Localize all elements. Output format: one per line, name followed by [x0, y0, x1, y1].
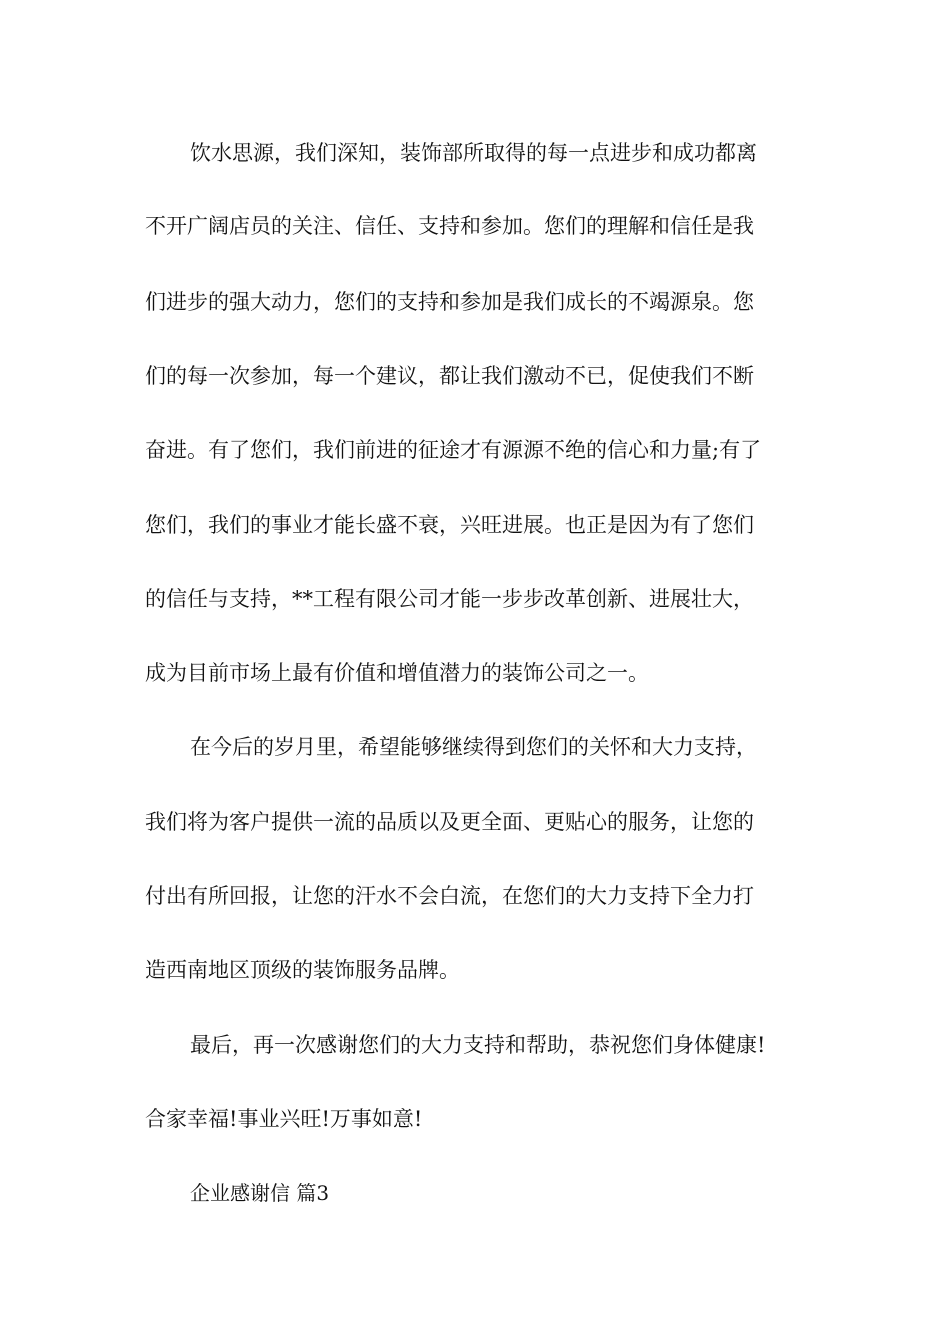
paragraph-2-line-3: 付出有所回报，让您的汗水不会白流，在您们的大力支持下全力打 [145, 884, 754, 908]
paragraph-1-line-7: 的信任与支持，**工程有限公司才能一步步改革创新、进展壮大， [145, 587, 754, 611]
paragraph-3-line-1: 最后，再一次感谢您们的大力支持和帮助，恭祝您们身体健康! [190, 1033, 766, 1057]
paragraph-1-line-2: 不开广阔店员的关注、信任、支持和参加。您们的理解和信任是我 [145, 214, 754, 238]
section-heading: 企业感谢信 篇3 [190, 1181, 330, 1205]
paragraph-2-line-2: 我们将为客户提供一流的品质以及更全面、更贴心的服务，让您的 [145, 810, 754, 834]
paragraph-3-line-2: 合家幸福!事业兴旺!万事如意! [145, 1107, 423, 1131]
paragraph-2-line-1: 在今后的岁月里，希望能够继续得到您们的关怀和大力支持， [190, 735, 757, 759]
paragraph-1-line-3: 们进步的强大动力，您们的支持和参加是我们成长的不竭源泉。您 [145, 290, 754, 314]
paragraph-1-line-6: 您们，我们的事业才能长盛不衰，兴旺进展。也正是因为有了您们 [145, 513, 754, 537]
paragraph-1-line-1: 饮水思源，我们深知，装饰部所取得的每一点进步和成功都离 [190, 141, 757, 165]
paragraph-1-line-5: 奋进。有了您们，我们前进的征途才有源源不绝的信心和力量;有了 [145, 438, 762, 462]
paragraph-2-line-4: 造西南地区顶级的装饰服务品牌。 [145, 958, 460, 982]
paragraph-1-line-4: 们的每一次参加，每一个建议，都让我们激动不已，促使我们不断 [145, 364, 754, 388]
paragraph-1-line-8: 成为目前市场上最有价值和增值潜力的装饰公司之一。 [145, 661, 649, 685]
